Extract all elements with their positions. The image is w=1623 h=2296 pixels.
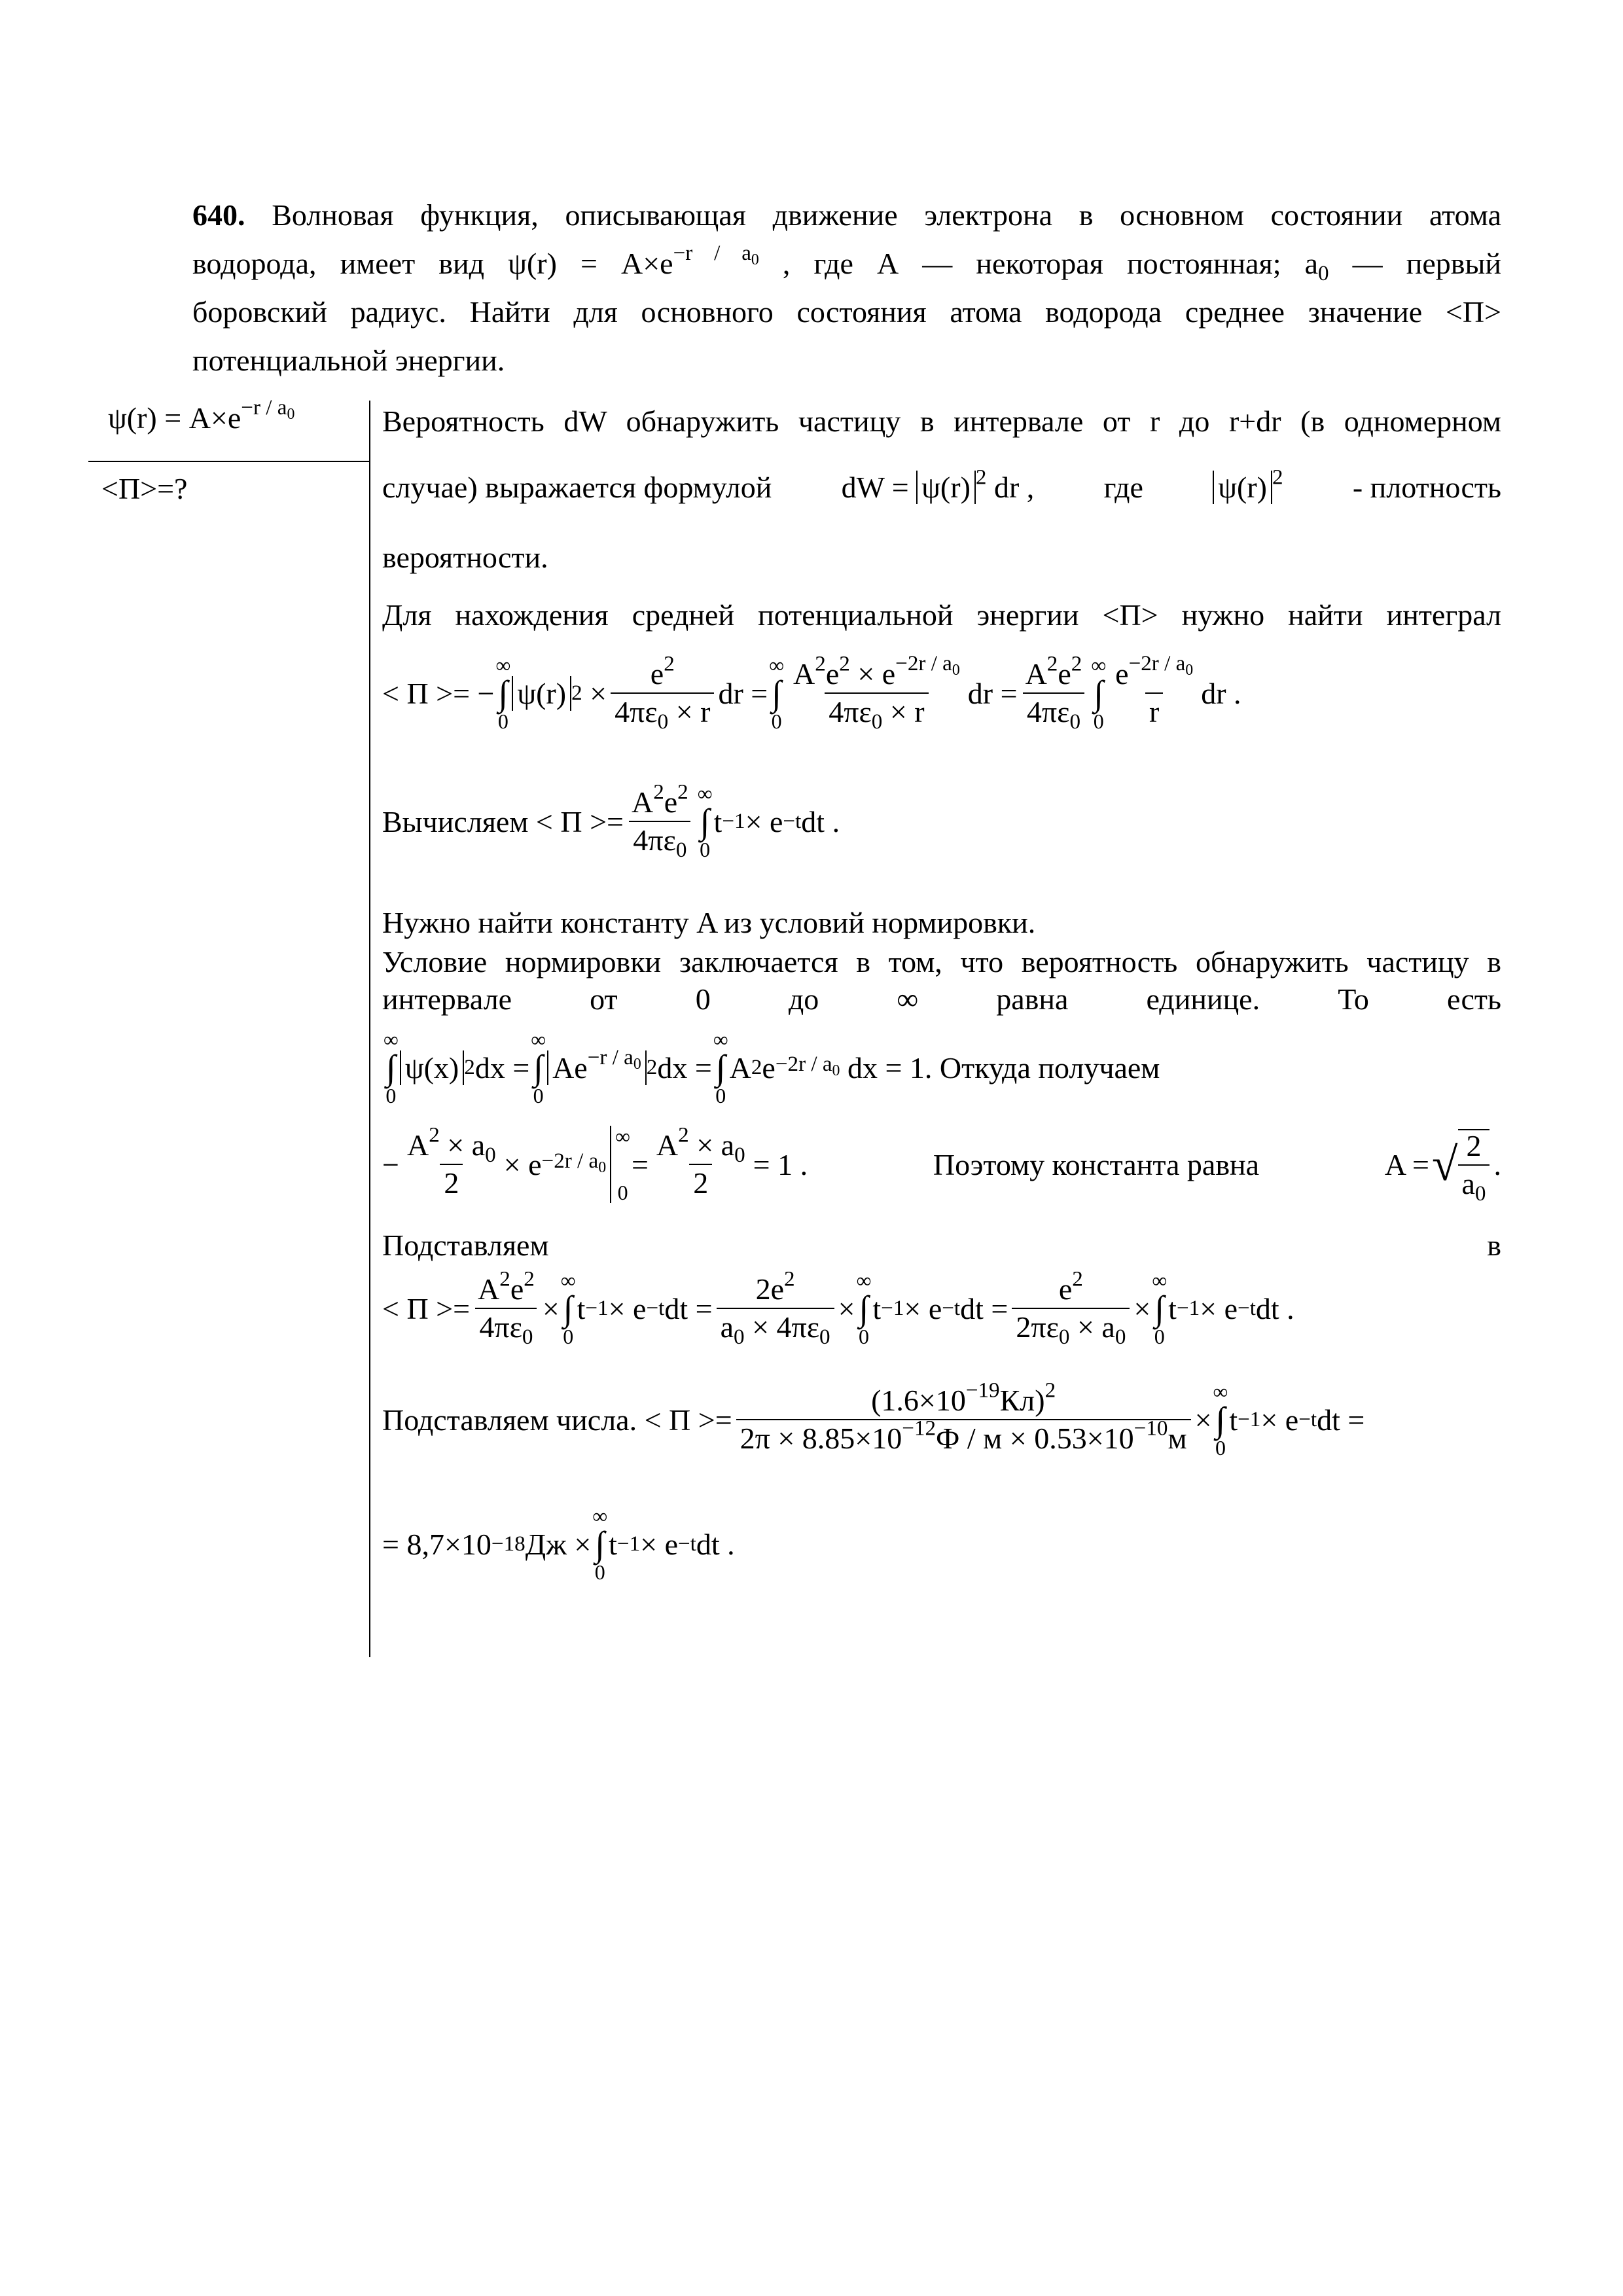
probability-formula: dW = ψ(r) $^2$ dr , xyxy=(841,465,1035,504)
substituted-integral: < П >= $\frac{A^2e^2}{4\pi\varepsilon_0}$ × ∞ ∫ 0 t −1 × e −t dt = $\frac{2e^2}{a_0 \times 4\pi\varepsilon_0}$ × ∞ ∫ 0 t −1 × e −t dt = $\frac{e^2}{2\pi\varepsilon_0 \times a_0}$ × ∞ ∫ 0 t −1 × e −t dt . xyxy=(382,1266,1294,1349)
integral-sign: ∞ ∫ 0 xyxy=(495,653,511,733)
constant-formula: A = √ $\frac{2}{a_0}$ . xyxy=(1384,1128,1501,1206)
find-quantity: <П>=? xyxy=(101,472,188,505)
calc-line: Вычисляем < П >= $\frac{A^2e^2}{4\pi\varepsilon_0}$ ∞ ∫ 0 t −1 × e −t dt . xyxy=(382,780,840,862)
normalization-interval-line: интервале от 0 до ∞ равна единице. То есть xyxy=(382,982,1501,1016)
problem-statement xyxy=(192,191,1501,385)
statement-line-2: водорода, имеет вид $\psi(r) = A\times e^{-r / a_0}$ , где А — некоторая постоянная; $a_0$ — первый xyxy=(192,241,1502,285)
statement-line-1: 640. Волновая функция, описывающая движение электрона в основном состоянии атома xyxy=(192,198,1502,232)
solution-paragraph-1: Вероятность dW обнаружить частицу в интервале от r до r+dr (в одномерном xyxy=(382,404,1501,438)
given-formula: $\psi(r) = A\times e^{-r / a_0}$ xyxy=(108,395,295,435)
given-divider xyxy=(88,461,370,462)
potential-integral-equation: < П >= − ∞ ∫ 0 ψ(r) 2 × $\frac{e^2}{4\pi\varepsilon_0 \times r}$ dr = ∞ ∫ 0 $\frac{A^2e^2 \times e^{-2r / a_0}}{4\pi\varepsilon_0 \times r}$ dr = $\frac{A^2e^2}{4\pi\varepsilon_0}$ ∞ ∫ 0 $\frac{e^{-2r / a_0}}{r}$ dr . xyxy=(382,651,1241,734)
substitute-line: Подставляем в xyxy=(382,1229,1501,1262)
problem-number: 640. xyxy=(192,198,245,232)
solution-paragraph-2: Для нахождения средней потенциальной энергии <П> нужно найти интеграл xyxy=(382,598,1501,632)
statement-line-4: потенциальной энергии. xyxy=(192,344,505,377)
column-divider xyxy=(369,401,370,1657)
final-result: = 8,7×10 −18 Дж × ∞ ∫ 0 t −1 × e −t dt . xyxy=(382,1504,735,1584)
numeric-substitution: Подставляем числа. < П >= $\frac{(1.6\times 10^{-19}Кл)^2}{2\pi \times 8.85\times 10^{-12}Ф / м \times 0.53\times 10^{-10}м}$ × ∞ ∫ 0 t −1 × e −t dt = xyxy=(382,1378,1365,1460)
normalization-result: − $\frac{A^2 \times a_0}{2}$ × e $-2r / a_0$ ∞ 0 = $\frac{A^2 \times a_0}{2}$ = 1 . Поэтому константа равна A = √ $\frac{2}{a_0}$ . xyxy=(382,1122,1501,1206)
density-formula: ψ(r) $^2$ xyxy=(1213,470,1283,505)
normalization-integral: ∞ ∫ 0 ψ(x) 2 dx = ∞ ∫ 0 $Ae^{-r / a_0}$ 2 dx = ∞ ∫ 0 A 2 e $-2r / a_0$ dx = 1 . Откуда получаем xyxy=(383,1028,1160,1107)
statement-line-3: боровский радиус. Найти для основного состояния атома водорода среднее значение <П> xyxy=(192,295,1501,329)
solution-probability-line: случае) выражается формулой dW = ψ(r) $^2$ dr , где ψ(r) $^2$ - плотность xyxy=(382,465,1501,504)
normalization-text: Условие нормировки заключается в том, что вероятность обнаружить частицу в xyxy=(382,945,1501,978)
solution-probability-tail: вероятности. xyxy=(382,541,548,574)
wave-function-formula: $\psi(r) = A\times e^{-r / a_0}$ xyxy=(508,241,759,280)
normalization-intro: Нужно найти константу A из условий нормировки. xyxy=(382,906,1036,939)
